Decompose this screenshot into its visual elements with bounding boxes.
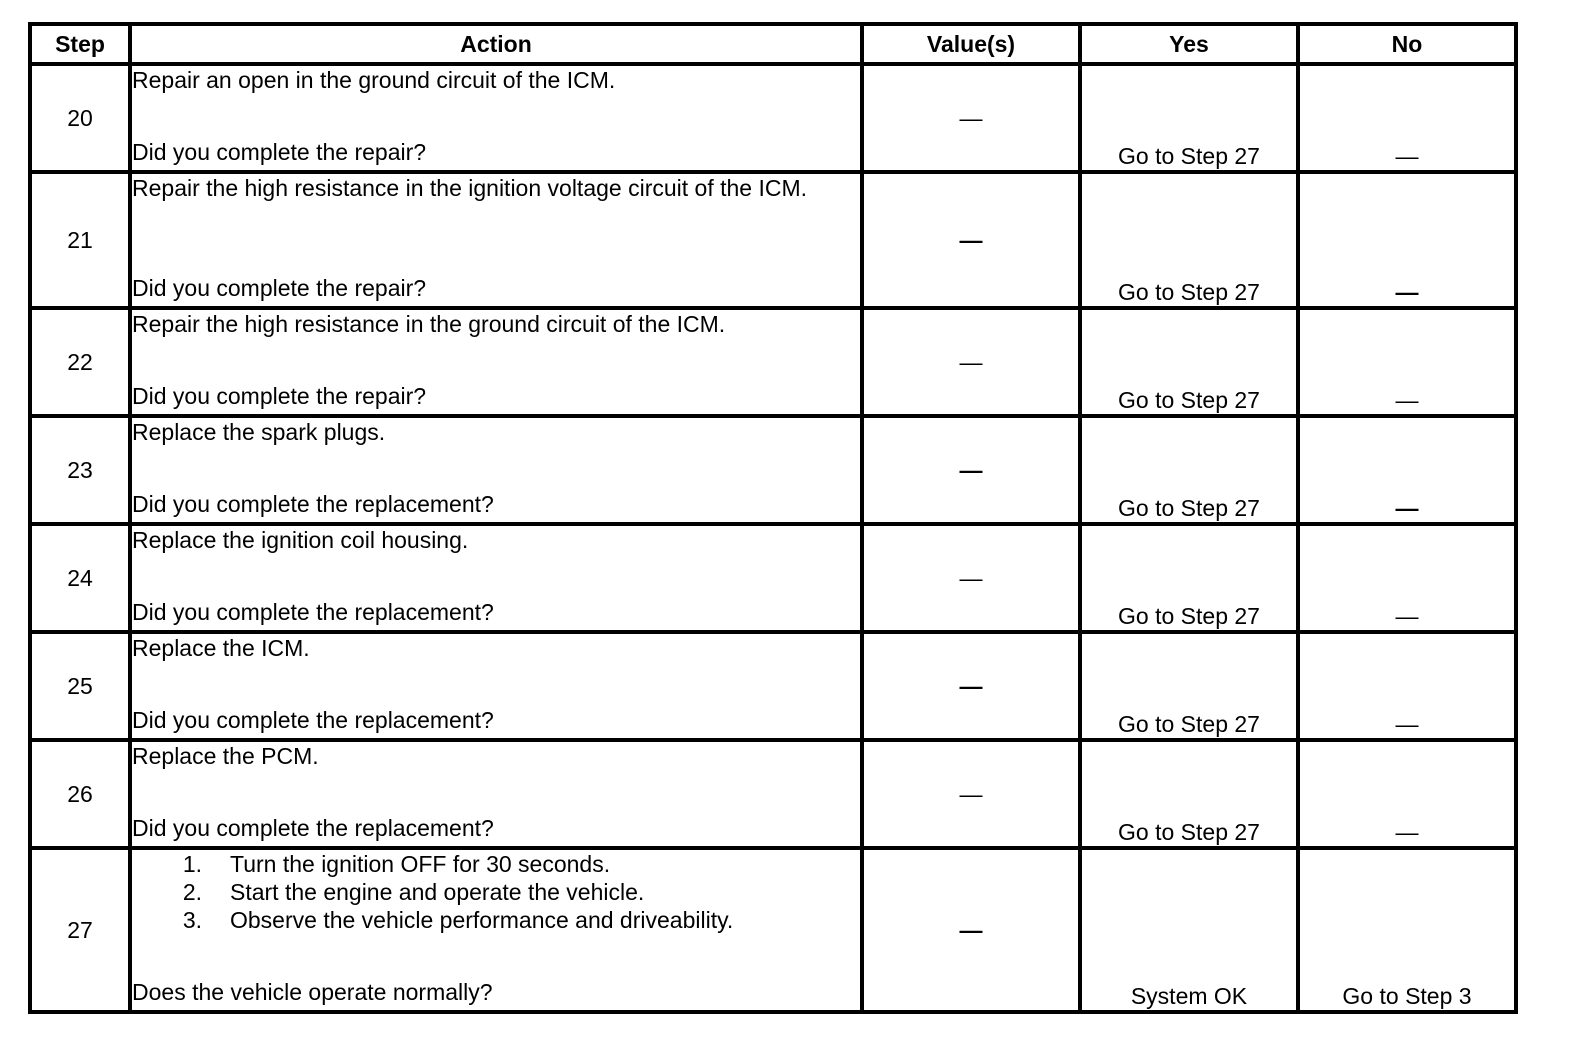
action-question: Did you complete the replacement?	[132, 491, 494, 517]
no-cell: —	[1298, 64, 1516, 172]
action-cell	[130, 308, 862, 416]
header-step: Step	[30, 24, 130, 64]
action-text: Repair the high resistance in the ignition voltage circuit of the ICM.	[132, 175, 808, 201]
table-header	[30, 24, 1516, 64]
action-text: Repair the high resistance in the ground circuit of the ICM.	[132, 311, 726, 337]
header-yes: Yes	[1080, 24, 1298, 64]
value-cell: —	[862, 848, 1080, 1012]
value-cell: —	[862, 524, 1080, 632]
action-text: Replace the PCM.	[132, 743, 319, 769]
action-text: Replace the ICM.	[132, 635, 310, 661]
value-cell: —	[862, 416, 1080, 524]
header-no: No	[1298, 24, 1516, 64]
value-cell: —	[862, 172, 1080, 308]
step-number: 26	[30, 740, 130, 848]
no-cell: —	[1298, 416, 1516, 524]
no-cell: Go to Step 3	[1298, 848, 1516, 1012]
list-item-number: 2.	[182, 879, 202, 905]
step-number: 24	[30, 524, 130, 632]
table-row	[30, 740, 1516, 848]
value-cell: —	[862, 632, 1080, 740]
procedure-steps-list	[132, 850, 860, 934]
action-text: Replace the ignition coil housing.	[132, 527, 469, 553]
no-cell: —	[1298, 308, 1516, 416]
yes-cell: Go to Step 27	[1080, 172, 1298, 308]
no-cell: —	[1298, 632, 1516, 740]
action-question: Did you complete the repair?	[132, 275, 427, 301]
header-row	[30, 24, 1516, 64]
action-question: Did you complete the replacement?	[132, 599, 494, 625]
list-item	[132, 850, 860, 878]
action-cell	[130, 64, 862, 172]
list-item	[132, 906, 860, 934]
table-row	[30, 416, 1516, 524]
list-item-text: Start the engine and operate the vehicle.	[230, 879, 645, 905]
action-cell	[130, 740, 862, 848]
table-row	[30, 308, 1516, 416]
list-item-text: Observe the vehicle performance and driveability.	[230, 907, 734, 933]
action-text: Replace the spark plugs.	[132, 419, 386, 445]
action-cell	[130, 632, 862, 740]
table-row	[30, 524, 1516, 632]
step-number: 23	[30, 416, 130, 524]
list-item-number: 3.	[182, 907, 202, 933]
value-cell: —	[862, 308, 1080, 416]
action-question: Did you complete the repair?	[132, 383, 427, 409]
action-question: Did you complete the replacement?	[132, 815, 494, 841]
table-row	[30, 64, 1516, 172]
no-cell: —	[1298, 524, 1516, 632]
table-row	[30, 848, 1516, 1012]
action-question: Did you complete the repair?	[132, 139, 427, 165]
action-cell	[130, 848, 862, 1012]
yes-cell: Go to Step 27	[1080, 308, 1298, 416]
table-row	[30, 172, 1516, 308]
step-number: 22	[30, 308, 130, 416]
action-cell	[130, 416, 862, 524]
step-number: 21	[30, 172, 130, 308]
yes-cell: System OK	[1080, 848, 1298, 1012]
step-number: 20	[30, 64, 130, 172]
yes-cell: Go to Step 27	[1080, 524, 1298, 632]
diagnostic-table-container	[28, 22, 1516, 1014]
step-number: 27	[30, 848, 130, 1012]
step-number: 25	[30, 632, 130, 740]
action-cell	[130, 524, 862, 632]
yes-cell: Go to Step 27	[1080, 740, 1298, 848]
action-cell	[130, 172, 862, 308]
value-cell: —	[862, 740, 1080, 848]
action-question: Does the vehicle operate normally?	[132, 979, 493, 1005]
yes-cell: Go to Step 27	[1080, 64, 1298, 172]
action-text: Repair an open in the ground circuit of the ICM.	[132, 67, 616, 93]
list-item	[132, 878, 860, 906]
yes-cell: Go to Step 27	[1080, 632, 1298, 740]
no-cell: —	[1298, 172, 1516, 308]
no-cell: —	[1298, 740, 1516, 848]
table-row	[30, 632, 1516, 740]
diagnostic-table	[28, 22, 1518, 1014]
list-item-number: 1.	[182, 851, 202, 877]
yes-cell: Go to Step 27	[1080, 416, 1298, 524]
action-question: Did you complete the replacement?	[132, 707, 494, 733]
value-cell: —	[862, 64, 1080, 172]
list-item-text: Turn the ignition OFF for 30 seconds.	[230, 851, 611, 877]
table-body	[30, 64, 1516, 1012]
header-values: Value(s)	[862, 24, 1080, 64]
header-action: Action	[130, 24, 862, 64]
